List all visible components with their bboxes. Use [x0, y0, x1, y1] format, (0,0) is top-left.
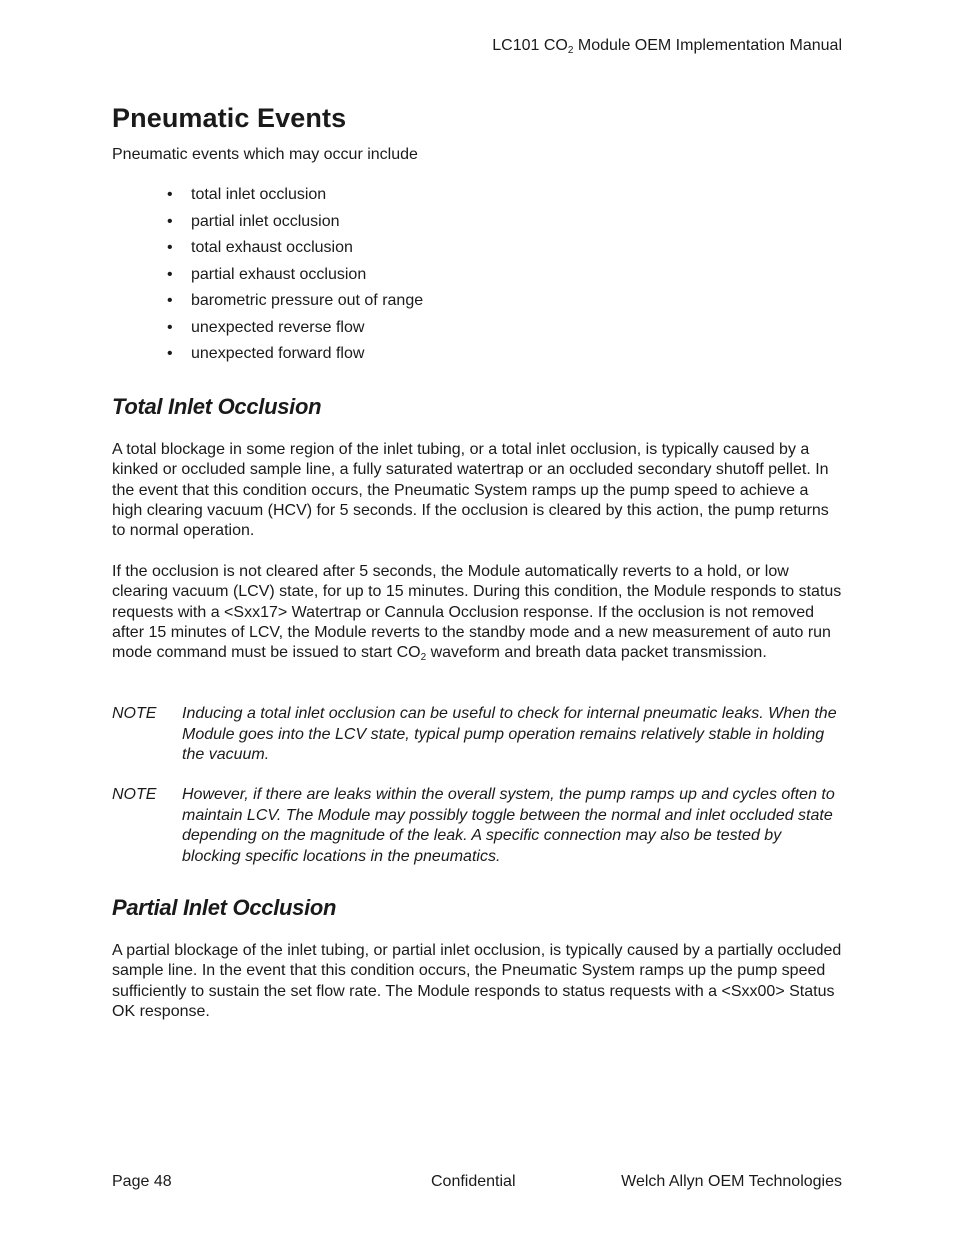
- running-footer: [112, 1173, 842, 1195]
- bullet-icon: •: [167, 345, 173, 362]
- list-item-label: unexpected forward flow: [191, 345, 365, 362]
- list-item-label: partial exhaust occlusion: [191, 265, 367, 283]
- bullet-icon: •: [167, 239, 173, 256]
- note-label: NOTE: [112, 786, 157, 803]
- page-number: Page 48: [112, 1173, 172, 1190]
- note-text: Inducing a total inlet occlusion can be useful to check for internal pneumatic leaks. When the Module goes into the LCV state, typical pump operation remains relatively stable in holding the vacuum.: [182, 705, 837, 763]
- header-title-suffix: Module OEM Implementation Manual: [573, 37, 842, 54]
- list-item-label: total exhaust occlusion: [191, 239, 353, 256]
- bullet-icon: •: [167, 265, 173, 283]
- bullet-icon: •: [167, 318, 173, 336]
- list-item: [167, 288, 423, 315]
- list-item: [167, 182, 423, 209]
- company-name: Welch Allyn OEM Technologies: [621, 1173, 842, 1190]
- list-item-label: total inlet occlusion: [191, 186, 327, 203]
- list-item-label: unexpected reverse flow: [191, 318, 365, 336]
- note: [112, 704, 842, 766]
- manual-page: [112, 0, 842, 1235]
- section-heading-total-inlet: Total Inlet Occlusion: [112, 394, 322, 419]
- paragraph: [112, 562, 842, 663]
- header-title-prefix: LC101 CO: [492, 37, 568, 54]
- bullet-icon: •: [167, 212, 173, 230]
- paragraph: A total blockage in some region of the inlet tubing, or a total inlet occlusion, is typically caused by a kinked or occluded sample line, a fully saturated watertrap or an occluded secondary shutoff pellet. In the event that this condition occurs, the Pneumatic System ramps up the pump speed to achieve a high clearing vacuum (HCV) for 5 seconds. If the occlusion is cleared by this action, the pump returns to normal operation.: [112, 441, 829, 540]
- note: [112, 785, 842, 867]
- list-item: [167, 341, 423, 368]
- note-text: However, if there are leaks within the overall system, the pump ramps up and cycles often to maintain LCV. The Module may possibly toggle between the normal and inlet occluded state depending on the magnitude of the leak. A specific connection may also be tested by blocking specific locations in the pneumatics.: [182, 786, 835, 865]
- section-heading-partial-inlet: Partial Inlet Occlusion: [112, 895, 337, 920]
- note-label: NOTE: [112, 705, 157, 722]
- paragraph-text: If the occlusion is not cleared after 5 seconds, the Module automatically reverts to a hold, or low clearing vacuum (LCV) state, for up to 15 minutes. During this condition, the Module responds to status requests with a <Sxx17> Watertrap or Cannula Occlusion response. If the occlusion is not removed after 15 minutes of LCV, the Module reverts to the standby mode and a new measurement of auto run mode command must be issued to start CO: [112, 563, 842, 662]
- list-item: [167, 235, 423, 262]
- running-header: [492, 37, 842, 55]
- list-item: [167, 262, 423, 289]
- classification-label: Confidential: [431, 1173, 516, 1190]
- bullet-icon: •: [167, 186, 173, 203]
- event-list: [167, 182, 423, 368]
- bullet-icon: •: [167, 292, 173, 309]
- list-item: [167, 315, 423, 342]
- intro-text: Pneumatic events which may occur include: [112, 146, 418, 163]
- list-item-label: barometric pressure out of range: [191, 292, 424, 309]
- header-title-subscript: 2: [567, 45, 574, 56]
- list-item-label: partial inlet occlusion: [191, 212, 340, 230]
- paragraph: A partial blockage of the inlet tubing, or partial inlet occlusion, is typically caused by a partially occluded sample line. In the event that this condition occurs, the Pneumatic System ramps up the pump speed sufficiently to sustain the set flow rate. The Module responds to status requests with a <Sxx00> Status OK response.: [112, 942, 842, 1020]
- page-title: Pneumatic Events: [112, 103, 347, 133]
- list-item: [167, 209, 423, 236]
- paragraph-subscript: 2: [420, 652, 427, 664]
- paragraph-text: waveform and breath data packet transmission.: [426, 644, 767, 662]
